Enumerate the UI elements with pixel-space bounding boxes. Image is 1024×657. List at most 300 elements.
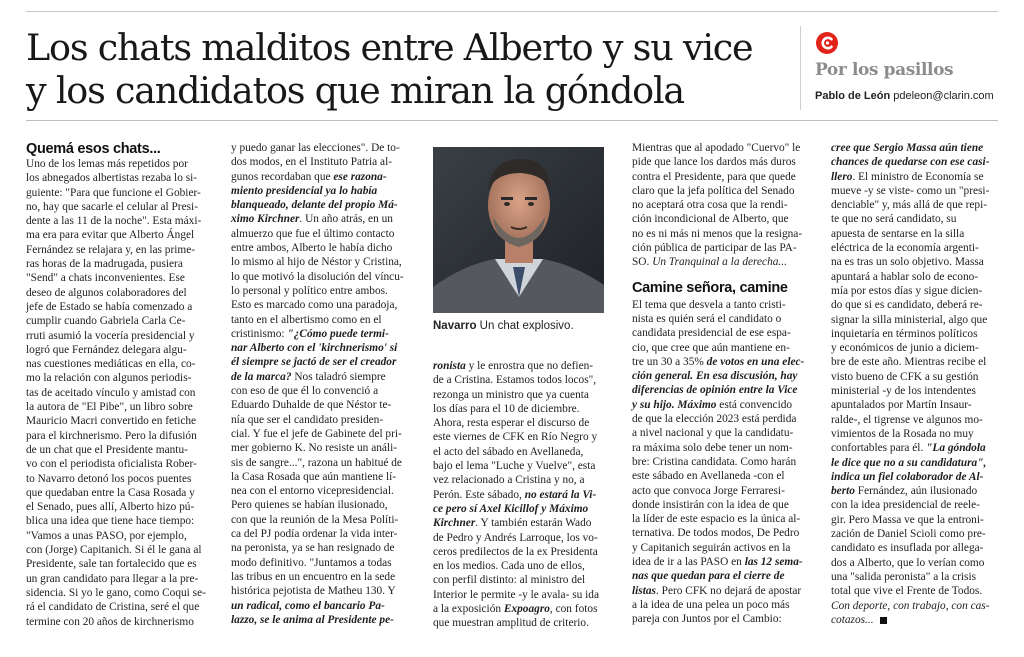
- text-line: [231, 413, 429, 427]
- text-line: [433, 459, 609, 473]
- text-line: [632, 398, 824, 412]
- text-line: [831, 498, 999, 512]
- text-segment: candidata presidencial de ese espa-: [632, 327, 791, 340]
- text-segment: nista es quién será el candidato o: [632, 312, 782, 325]
- text-segment: Esto es marcado como una paradoja,: [231, 299, 398, 312]
- text-line: [831, 241, 999, 255]
- text-segment: vez relacionado a Cristina y no, a: [433, 474, 585, 487]
- text-segment: los días para el 10 de diciembre.: [433, 402, 580, 415]
- emphasis-text: ce pero sí Axel Kicillof y Máximo: [433, 502, 589, 515]
- text-segment: y puedo ganar las elecciones". De to-: [231, 142, 400, 154]
- column-4-text-b: [632, 298, 824, 627]
- text-line: [831, 584, 999, 598]
- text-line: [433, 531, 609, 545]
- text-segment: bajo el lema "Luche y Vuelve", esta: [433, 460, 596, 473]
- text-segment: a la idea de una pelea un poco más: [632, 598, 790, 611]
- emphasis-text: nas que quedan para el cierre de: [632, 570, 785, 583]
- emphasis-text: "La góndola: [926, 442, 986, 455]
- text-line: termine con 20 años de kirchnerismo: [26, 615, 194, 628]
- text-line: [831, 398, 999, 412]
- text-line: un gran candidato para llegar a la pre-: [26, 572, 199, 585]
- text-segment: este viernes de CFK en Río Negro y: [433, 431, 598, 444]
- text-line: [632, 369, 824, 383]
- text-segment: ca del PJ podía ordenar la vida inter-: [231, 528, 398, 541]
- text-line: [831, 427, 999, 441]
- text-line: [831, 599, 999, 613]
- text-line: [632, 498, 824, 512]
- top-rule: [26, 11, 998, 12]
- navarro-portrait: [433, 147, 604, 313]
- author-name: Pablo de León: [815, 90, 891, 102]
- text-line: [632, 298, 824, 312]
- text-segment: denciable" y, más allá de que repi-: [831, 199, 988, 212]
- text-line: la autora de "El Pibe", un libro sobre: [26, 401, 193, 414]
- text-line: [831, 141, 999, 155]
- text-line: [831, 370, 999, 384]
- text-segment: Eduardo Duhalde de que Néstor te-: [231, 399, 392, 412]
- text-line: [632, 512, 824, 526]
- text-line: [632, 569, 824, 583]
- emphasis-text: lazzo, se le anima al Presidente pe-: [231, 613, 394, 626]
- text-line: guiente: "Para que funcione el Gobier-: [26, 186, 201, 199]
- emphasis-text: ximo Kirchner: [231, 213, 300, 226]
- text-segment: el acto del sábado en Avellaneda,: [433, 445, 584, 458]
- emphasis-text: nar Alberto con el 'kirchnerismo' si: [231, 342, 398, 355]
- text-line: blica una idea que tiene hace tiempo:: [26, 515, 195, 528]
- text-segment: apuesta de sentarse en la silla: [831, 227, 965, 240]
- text-segment: una "salida peronista" a la crisis: [831, 570, 977, 583]
- text-line: [831, 413, 999, 427]
- text-line: el Senado, pues allí, Alberto hizo pú-: [26, 501, 195, 514]
- text-segment: cial. Y fue el jefe de Gabinete del pri-: [231, 427, 402, 440]
- text-segment: total que vive el Frente de Todos.: [831, 585, 983, 598]
- text-segment: con eso de que él lo convenció a: [231, 385, 379, 398]
- italic-text: Un Tranquinal a la derecha...: [652, 256, 787, 269]
- text-line: rruti asumió la vocería presidencial y: [26, 329, 195, 342]
- text-line: Mauricio Macri convertido en fetiche: [26, 415, 197, 428]
- text-line: [632, 484, 824, 498]
- text-segment: cio, que cree que aún mantiene en-: [632, 341, 790, 354]
- text-segment: El tema que desvela a tanto cristi-: [632, 298, 786, 311]
- text-line: [831, 384, 999, 398]
- text-line: [632, 170, 824, 184]
- text-line: [632, 612, 824, 626]
- text-line: [632, 541, 824, 555]
- text-line: tas de aceitado vínculo y amistad con: [26, 386, 196, 399]
- text-segment: tanto en el albertismo como en el: [231, 313, 382, 326]
- text-line: [433, 430, 609, 444]
- text-segment: . Y también estarán Wado: [475, 517, 592, 530]
- text-line: "Send" a chats inconvenientes. Ese: [26, 272, 185, 285]
- text-line: [831, 541, 999, 555]
- text-line: [831, 170, 999, 184]
- text-line: [632, 455, 824, 469]
- emphasis-text: ronista: [433, 360, 466, 372]
- header-divider: [800, 26, 801, 110]
- text-line: [632, 184, 824, 198]
- text-segment: Pero quienes se habían ilusionado,: [231, 499, 388, 512]
- headline: [26, 26, 786, 112]
- text-segment: na es tras un solo objetivo. Massa: [831, 256, 984, 269]
- text-segment: de Pedro y Andrés Larroque, los vo-: [433, 531, 598, 544]
- photo-caption: [433, 320, 574, 332]
- text-segment: Nos taladró siempre: [291, 370, 386, 383]
- italic-text: cotazos...: [831, 613, 874, 626]
- text-line: [433, 473, 609, 487]
- text-line: [433, 388, 609, 402]
- emphasis-text: "¿Cómo puede termi-: [287, 327, 389, 340]
- text-line: [632, 155, 824, 169]
- end-mark-icon: [880, 617, 887, 624]
- text-line: [231, 155, 429, 169]
- text-line: [831, 155, 999, 169]
- text-line: [231, 599, 429, 613]
- text-line: [433, 402, 609, 416]
- text-line: [632, 441, 824, 455]
- text-segment: dos a Alberto, que lo verían como: [831, 556, 985, 569]
- text-line: [231, 170, 429, 184]
- text-segment: gir. Pero Massa ve que la entroni-: [831, 513, 984, 526]
- text-segment: acto que convoca Jorge Ferraresi-: [632, 484, 785, 497]
- text-line: [433, 488, 609, 502]
- text-line: [632, 255, 824, 269]
- text-line: [632, 555, 824, 569]
- text-segment: dos modos, en el Instituto Patria al-: [231, 156, 392, 169]
- column-1-text: [26, 157, 224, 629]
- text-segment: gunos recordaban que: [231, 170, 334, 183]
- text-segment: candidato es insuflada por allega-: [831, 542, 984, 555]
- text-line: [231, 384, 429, 398]
- emphasis-text: listas: [632, 584, 656, 597]
- text-line: dente a las 11 de la noche". Esta máxi-: [26, 215, 202, 228]
- text-line: [831, 527, 999, 541]
- emphasis-text: Kirchner: [433, 517, 476, 530]
- text-segment: vimientos de la Rosada no muy: [831, 427, 974, 440]
- emphasis-text: chances de quedarse con ese casi-: [831, 156, 990, 169]
- text-line: [831, 341, 999, 355]
- text-segment: mía por estos días y sigue dicien-: [831, 284, 983, 297]
- text-line: [231, 298, 429, 312]
- text-line: [632, 141, 824, 155]
- text-line: [831, 456, 999, 470]
- text-segment: Mientras que al apodado "Cuervo" le: [632, 142, 801, 154]
- text-segment: ministerial -y de los intendentes: [831, 385, 976, 398]
- text-line: jefe de Estado se había comenzado a: [26, 300, 193, 313]
- text-segment: la líder de este espacio es la única al-: [632, 513, 801, 526]
- headline-line-1: Los chats malditos entre Alberto y su vice: [26, 26, 753, 69]
- text-line: [231, 398, 429, 412]
- text-segment: claro que la jefa política del Senado: [632, 184, 795, 197]
- text-segment: cristinismo:: [231, 327, 288, 340]
- text-line: [433, 602, 609, 616]
- text-line: [231, 198, 429, 212]
- emphasis-text: no estará la Vi-: [524, 488, 597, 501]
- text-segment: sis de sangre...", razona un habitué de: [231, 456, 402, 469]
- text-segment: está convencido: [716, 398, 793, 411]
- text-line: [632, 212, 824, 226]
- column-4: [632, 141, 824, 627]
- text-segment: este sábado en Avellaneda -con el: [632, 470, 785, 483]
- text-segment: con perfil distinto: al ministro del: [433, 574, 586, 587]
- text-line: [433, 445, 609, 459]
- text-line: [433, 573, 609, 587]
- text-line: [433, 588, 609, 602]
- byline: [815, 90, 994, 102]
- text-line: mo la relación con algunos periodis-: [26, 372, 192, 385]
- caption-name: Navarro: [433, 320, 477, 332]
- text-line: [831, 212, 999, 226]
- text-segment: SO.: [632, 256, 653, 269]
- text-segment: no aceptará otra cosa que la rendi-: [632, 199, 788, 212]
- text-segment: Ahora, resta esperar el discurso de: [433, 417, 590, 430]
- text-line: [231, 470, 429, 484]
- text-line: [231, 370, 429, 384]
- text-line: [831, 355, 999, 369]
- text-segment: y le enrostra que no defien-: [465, 360, 594, 372]
- emphasis-text: las 12 sema-: [744, 556, 803, 569]
- text-segment: mer gobierno K. No resiste un análi-: [231, 442, 398, 455]
- text-segment: pareja con Juntos por el Cambio:: [632, 613, 782, 626]
- text-line: [231, 584, 429, 598]
- text-line: [831, 313, 999, 327]
- text-line: [231, 484, 429, 498]
- text-line: [831, 298, 999, 312]
- text-line: [433, 559, 609, 573]
- text-line: [831, 441, 999, 455]
- text-segment: ralde-, el tigrense ve algunos mo-: [831, 413, 983, 426]
- text-line: Uno de los lemas más repetidos por: [26, 158, 188, 170]
- text-segment: bre: Cristina candidata. Como harán: [632, 455, 797, 468]
- text-line: [831, 556, 999, 570]
- text-segment: y económicos de junio a diciem-: [831, 342, 979, 355]
- text-line: [831, 255, 999, 269]
- text-line: cumplir cuando Gabriela Carla Ce-: [26, 315, 186, 328]
- text-line: [632, 326, 824, 340]
- text-line: [231, 313, 429, 327]
- text-line: [231, 456, 429, 470]
- text-segment: lo que motivó la disolución del víncu-: [231, 270, 404, 283]
- text-line: [433, 545, 609, 559]
- author-email[interactable]: pdeleon@clarin.com: [893, 90, 994, 102]
- text-segment: Fernández, aún ilusionado: [854, 485, 978, 498]
- header-rule: [26, 120, 998, 121]
- emphasis-text: de la marca?: [231, 370, 292, 383]
- text-segment: con la idea presidencial de reele-: [831, 499, 980, 512]
- text-line: nas cuestiones mediáticas en ella, co-: [26, 358, 196, 371]
- text-segment: visto bueno de CFK a su gestión: [831, 370, 979, 383]
- column-3: [433, 359, 609, 631]
- text-line: [231, 284, 429, 298]
- text-segment: la Casa Rosada que aún mantiene lí-: [231, 470, 397, 483]
- text-line: Presidente, sale tan fortalecido que es: [26, 558, 197, 571]
- text-segment: te que no será candidato, su: [831, 213, 957, 226]
- text-line: vo con el periodista oficialista Rober-: [26, 458, 197, 471]
- text-segment: nía que ser el candidato presiden-: [231, 413, 384, 426]
- text-segment: ción incondicional de Alberto, que: [632, 213, 789, 226]
- text-segment: y Capitanich seguirán activos en la: [632, 541, 791, 554]
- text-line: [831, 184, 999, 198]
- text-line: [231, 498, 429, 512]
- text-line: [831, 484, 999, 498]
- text-line: [632, 355, 824, 369]
- emphasis-text: él siempre se jactó de ser el creador: [231, 356, 397, 369]
- text-segment: apuntará a hablar solo de econo-: [831, 270, 979, 283]
- text-line: [231, 212, 429, 226]
- text-segment: tre un 30 a 35%: [632, 355, 707, 368]
- text-line: [231, 327, 429, 341]
- text-line: [632, 469, 824, 483]
- text-segment: ción pública de participar de las PA-: [632, 242, 797, 255]
- text-segment: bre de este año. Mientras recibe el: [831, 356, 987, 369]
- navarro-photo: [433, 147, 604, 313]
- text-segment: confortables para él.: [831, 442, 927, 455]
- text-line: ma era para evitar que Alberto Ángel: [26, 229, 195, 242]
- text-segment: a nivel nacional y que la candidatu-: [632, 427, 794, 440]
- text-line: con (Jorge) Capitanich. Si él le gana al: [26, 544, 202, 557]
- text-line: logró que Fernández delegara algu-: [26, 343, 187, 356]
- text-line: [831, 198, 999, 212]
- text-line: [231, 355, 429, 369]
- text-segment: . El ministro de Economía se: [852, 170, 984, 183]
- text-segment: las tribus en un encuentro en la sede: [231, 570, 396, 583]
- text-segment: a la exposición: [433, 603, 504, 616]
- text-line: para el kirchnerismo. Pero la difusión: [26, 429, 197, 442]
- emphasis-text: y su hijo. Máximo: [632, 398, 717, 411]
- text-segment: idea de ir a las PASO en: [632, 556, 745, 569]
- text-line: [231, 341, 429, 355]
- text-segment: con que la reunión de la Mesa Políti-: [231, 513, 399, 526]
- text-segment: mueve -y se viste- como un "presi-: [831, 184, 990, 197]
- text-line: [433, 416, 609, 430]
- emphasis-text: ción general. En esa discusión, hay: [632, 370, 798, 383]
- text-line: [632, 412, 824, 426]
- text-line: [632, 383, 824, 397]
- text-line: [632, 198, 824, 212]
- text-line: [632, 526, 824, 540]
- text-segment: na peronista, ya se han resignado de: [231, 542, 395, 555]
- section-name: Por los pasillos: [815, 60, 954, 80]
- text-line: [231, 556, 429, 570]
- text-segment: . Un año atrás, en un: [299, 213, 393, 226]
- text-line: [433, 359, 609, 373]
- text-line: [632, 241, 824, 255]
- subhead-quema: Quemá esos chats...: [26, 141, 161, 157]
- text-segment: zación de Daniel Scioli como pre-: [831, 528, 986, 541]
- text-segment: de que la elección 2023 está perdida: [632, 413, 797, 426]
- text-line: [632, 584, 824, 598]
- text-line: que quedaban entre la Casa Rosada y: [26, 486, 195, 499]
- emphasis-text: Expoagro: [503, 603, 550, 616]
- text-segment: inquietaría en términos políticos: [831, 327, 978, 340]
- column-4-text-a: [632, 141, 824, 270]
- text-line: [231, 541, 429, 555]
- text-segment: . Pero CFK no dejará de apostar: [655, 584, 802, 597]
- text-segment: Perón. Este sábado,: [433, 488, 525, 501]
- text-line: [433, 516, 609, 530]
- text-line: "Vamos a unas PASO, por ejemplo,: [26, 529, 187, 542]
- subhead-camine: Camine señora, camine: [632, 279, 788, 296]
- text-line: [231, 527, 429, 541]
- text-segment: Interior le permite -y le avala- su ida: [433, 588, 599, 601]
- emphasis-text: berto: [831, 485, 855, 498]
- italic-text: Con deporte, con trabajo, con cas-: [831, 599, 990, 612]
- emphasis-text: cree que Sergio Massa aún tiene: [831, 142, 984, 154]
- caption-text: Un chat explosivo.: [479, 320, 574, 332]
- text-segment: contra el Presidente, para que quede: [632, 170, 796, 183]
- emphasis-text: diferencias de opinión entre la Vice: [632, 384, 798, 397]
- text-line: [231, 141, 429, 155]
- text-segment: almuerzo que fue el último contacto: [231, 227, 395, 240]
- text-segment: de a Cristina. Estamos todos locos",: [433, 374, 597, 387]
- text-line: [632, 227, 824, 241]
- text-line: [831, 227, 999, 241]
- column-1: [26, 141, 224, 629]
- text-line: [831, 327, 999, 341]
- emphasis-text: llero: [831, 170, 853, 183]
- emphasis-text: blanqueado, delante del propio Má-: [231, 199, 398, 212]
- text-line: [231, 184, 429, 198]
- clarin-logo-icon: [815, 31, 839, 55]
- emphasis-text: de votos en una elec-: [706, 355, 805, 368]
- emphasis-text: le dice que no a su candidatura",: [831, 456, 987, 469]
- text-line: [433, 502, 609, 516]
- text-line: [632, 312, 824, 326]
- emphasis-text: ese razona-: [333, 170, 387, 183]
- text-line: [231, 255, 429, 269]
- text-line: no, hay que sacarle el celular al Presi-: [26, 200, 198, 213]
- text-line: [831, 470, 999, 484]
- text-line: Fernández se relajara y, en las prime-: [26, 243, 196, 256]
- text-line: deseo de algunos colaboradores del: [26, 286, 187, 299]
- text-segment: no es ni más ni menos que la resigna-: [632, 227, 803, 240]
- text-line: [433, 616, 609, 630]
- text-line: [831, 270, 999, 284]
- column-5: [831, 141, 999, 627]
- emphasis-text: indica un fiel colaborador de Al-: [831, 470, 984, 483]
- text-line: [831, 570, 999, 584]
- text-line: [231, 613, 429, 627]
- text-segment: ceros predilectos de la ex Presidenta: [433, 545, 598, 558]
- text-line: [632, 426, 824, 440]
- text-line: [231, 513, 429, 527]
- text-segment: en los medios. Cada uno de ellos,: [433, 560, 585, 573]
- text-segment: do que si es candidato, deberá re-: [831, 299, 983, 312]
- text-segment: que muestran amplitud de criterio.: [433, 617, 589, 630]
- text-line: to Navarro detonó los pocos puentes: [26, 472, 192, 485]
- text-line: los abnegados albertistas rezaba lo si-: [26, 172, 198, 185]
- text-segment: ternativa. De todos modos, De Pedro: [632, 527, 800, 540]
- text-segment: eléctrica de la economía argenti-: [831, 242, 979, 255]
- text-segment: apuntalados por Martín Insaur-: [831, 399, 972, 412]
- text-line: [632, 598, 824, 612]
- text-segment: lo mismo al hijo de Néstor y Cristina,: [231, 256, 402, 269]
- headline-line-2: y los candidatos que miran la góndola: [26, 69, 684, 112]
- text-line: [632, 341, 824, 355]
- text-segment: modo definitivo. "Juntamos a todas: [231, 556, 392, 569]
- text-segment: donde insistirán con la idea de que: [632, 498, 789, 511]
- text-segment: rezonga un ministro que ya cuenta: [433, 388, 589, 401]
- column-2: [231, 141, 429, 627]
- text-line: [231, 241, 429, 255]
- text-line: [831, 613, 999, 627]
- text-segment: pide que lance los dardos más duros: [632, 156, 796, 169]
- text-segment: nea con el entorno vicepresidencial.: [231, 485, 394, 498]
- text-line: [231, 427, 429, 441]
- text-line: de un chat que el Presidente mantu-: [26, 443, 188, 456]
- text-line: [231, 227, 429, 241]
- emphasis-text: miento presidencial ya lo había: [231, 184, 378, 197]
- text-segment: signar la silla ministerial, algo que: [831, 313, 988, 326]
